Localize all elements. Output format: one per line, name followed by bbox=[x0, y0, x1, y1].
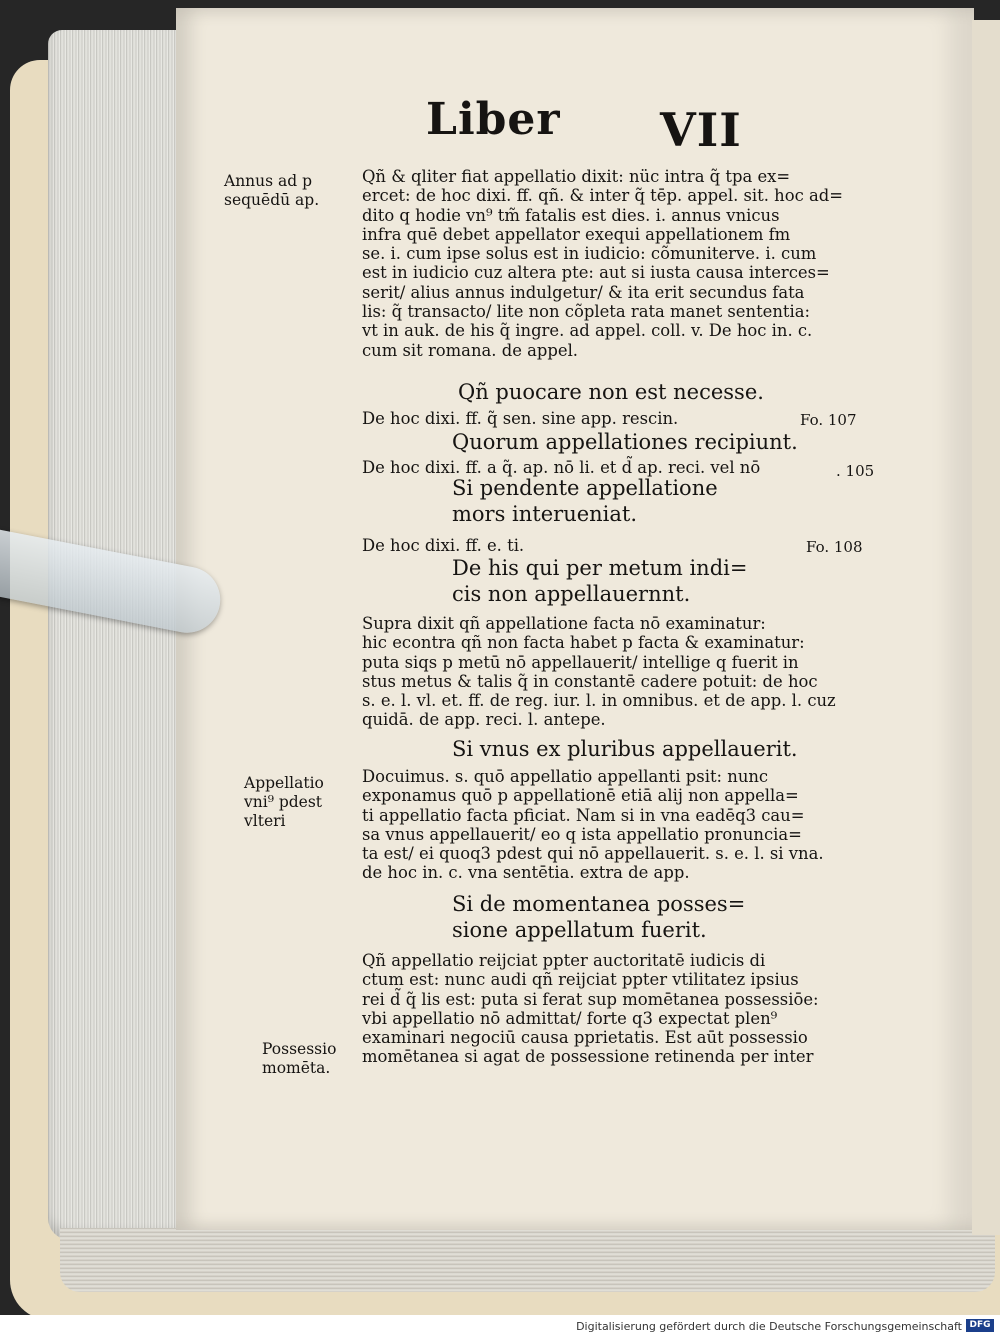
page-heading-numeral: VII bbox=[660, 103, 742, 157]
page-edges bbox=[48, 30, 184, 1240]
margin-note-annus: Annus ad p sequēdū ap. bbox=[224, 172, 320, 209]
section-heading-quorum: Quorum appellationes recipiunt. bbox=[452, 430, 798, 454]
reference-line: De hoc dixi. ff. q̃ sen. sine app. rescin. bbox=[362, 409, 679, 428]
dfg-logo: DFG bbox=[966, 1319, 994, 1332]
folio-number: . 105 bbox=[836, 462, 875, 480]
page-bottom-edges bbox=[60, 1228, 995, 1292]
paragraph-momentanea: Qñ appellatio reijciat ppter auctoritatē iudicis di ctum est: nunc audi qñ reijciat ppter vtilitatez ipsius rei d̃ q̃ lis est: puta si ferat sup momētanea possessiōe: vbi appellatio nō admittat/ forte q3 expectat plen⁹ examinari negociū causa pprietatis. Est aūt possessio momētanea si agat de possessione retinenda per inter bbox=[362, 951, 819, 1067]
reference-line: De hoc dixi. ff. a q̃. ap. nō li. et d̃ ap. reci. vel nō bbox=[362, 458, 761, 477]
paragraph-pluribus: Docuimus. s. quō appellatio appellanti psit: nunc exponamus quō p appellationē etiā alij non appella= ti appellatio facta pficiat. Nam si in vna eadēq3 cau= sa vnus appellauerit/ eo q ista appellatio pronuncia= ta est/ ei quoq3 pdest qui nō appellauerit. s. e. l. si vna. de hoc in. c. vna sentētia. extra de app. bbox=[362, 767, 824, 883]
folio-number: Fo. 107 bbox=[800, 411, 857, 429]
footer-bar bbox=[0, 1315, 1000, 1337]
section-heading-pendente: Si pendente appellatione mors interueniat. bbox=[452, 476, 718, 526]
reference-line: De hoc dixi. ff. e. ti. bbox=[362, 536, 525, 555]
margin-note-possessio: Possessio momēta. bbox=[262, 1040, 337, 1077]
section-heading-momentanea: Si de momentanea posses= sione appellatum fuerit. bbox=[452, 892, 746, 942]
section-heading-puocare: Qñ puocare non est necesse. bbox=[458, 380, 764, 404]
page-heading-liber: Liber bbox=[426, 94, 561, 145]
section-heading-metum: De his qui per metum indi= cis non appellauernnt. bbox=[452, 556, 748, 606]
margin-note-appellatio: Appellatio vni⁹ pdest vlteri bbox=[244, 774, 324, 830]
paragraph-appellatio: Qñ & qliter fiat appellatio dixit: nüc intra q̃ tpa ex= ercet: de hoc dixi. ff. qñ. & inter q̃ tēp. appel. sit. hoc ad= dito q hodie vn⁹ tm̃ fatalis est dies. i. annus vnicus infra quē debet appellator exequi appellationem fm se. i. cum ipse solus est in iudicio: cõmuniterve. i. cum est in iudicio cuz altera pte: aut si iusta causa interces= serit/ alius annus indulgetur/ & ita erit secundus fata lis: q̃ transacto/ lite non cõpleta rata manet sententia: vt in auk. de his q̃ ingre. ad appel. coll. v. De hoc in. c. cum sit romana. de appel. bbox=[362, 167, 843, 360]
section-heading-pluribus: Si vnus ex pluribus appellauerit. bbox=[452, 737, 798, 761]
paragraph-metum: Supra dixit qñ appellatione facta nō examinatur: hic econtra qñ non facta habet p facta & examinatur: puta siqs p metū nō appellauerit/ intellige q fuerit in stus metus & talis q̃ in constantē cadere potuit: de hoc s. e. l. vl. et. ff. de reg. iur. l. in omnibus. et de app. l. cuz quidā. de app. reci. l. antepe. bbox=[362, 614, 836, 730]
folio-number: Fo. 108 bbox=[806, 538, 863, 556]
digitization-credit: Digitalisierung gefördert durch die Deutsche Forschungsgemeinschaft bbox=[576, 1320, 962, 1333]
facing-page-edge bbox=[972, 20, 1000, 1235]
